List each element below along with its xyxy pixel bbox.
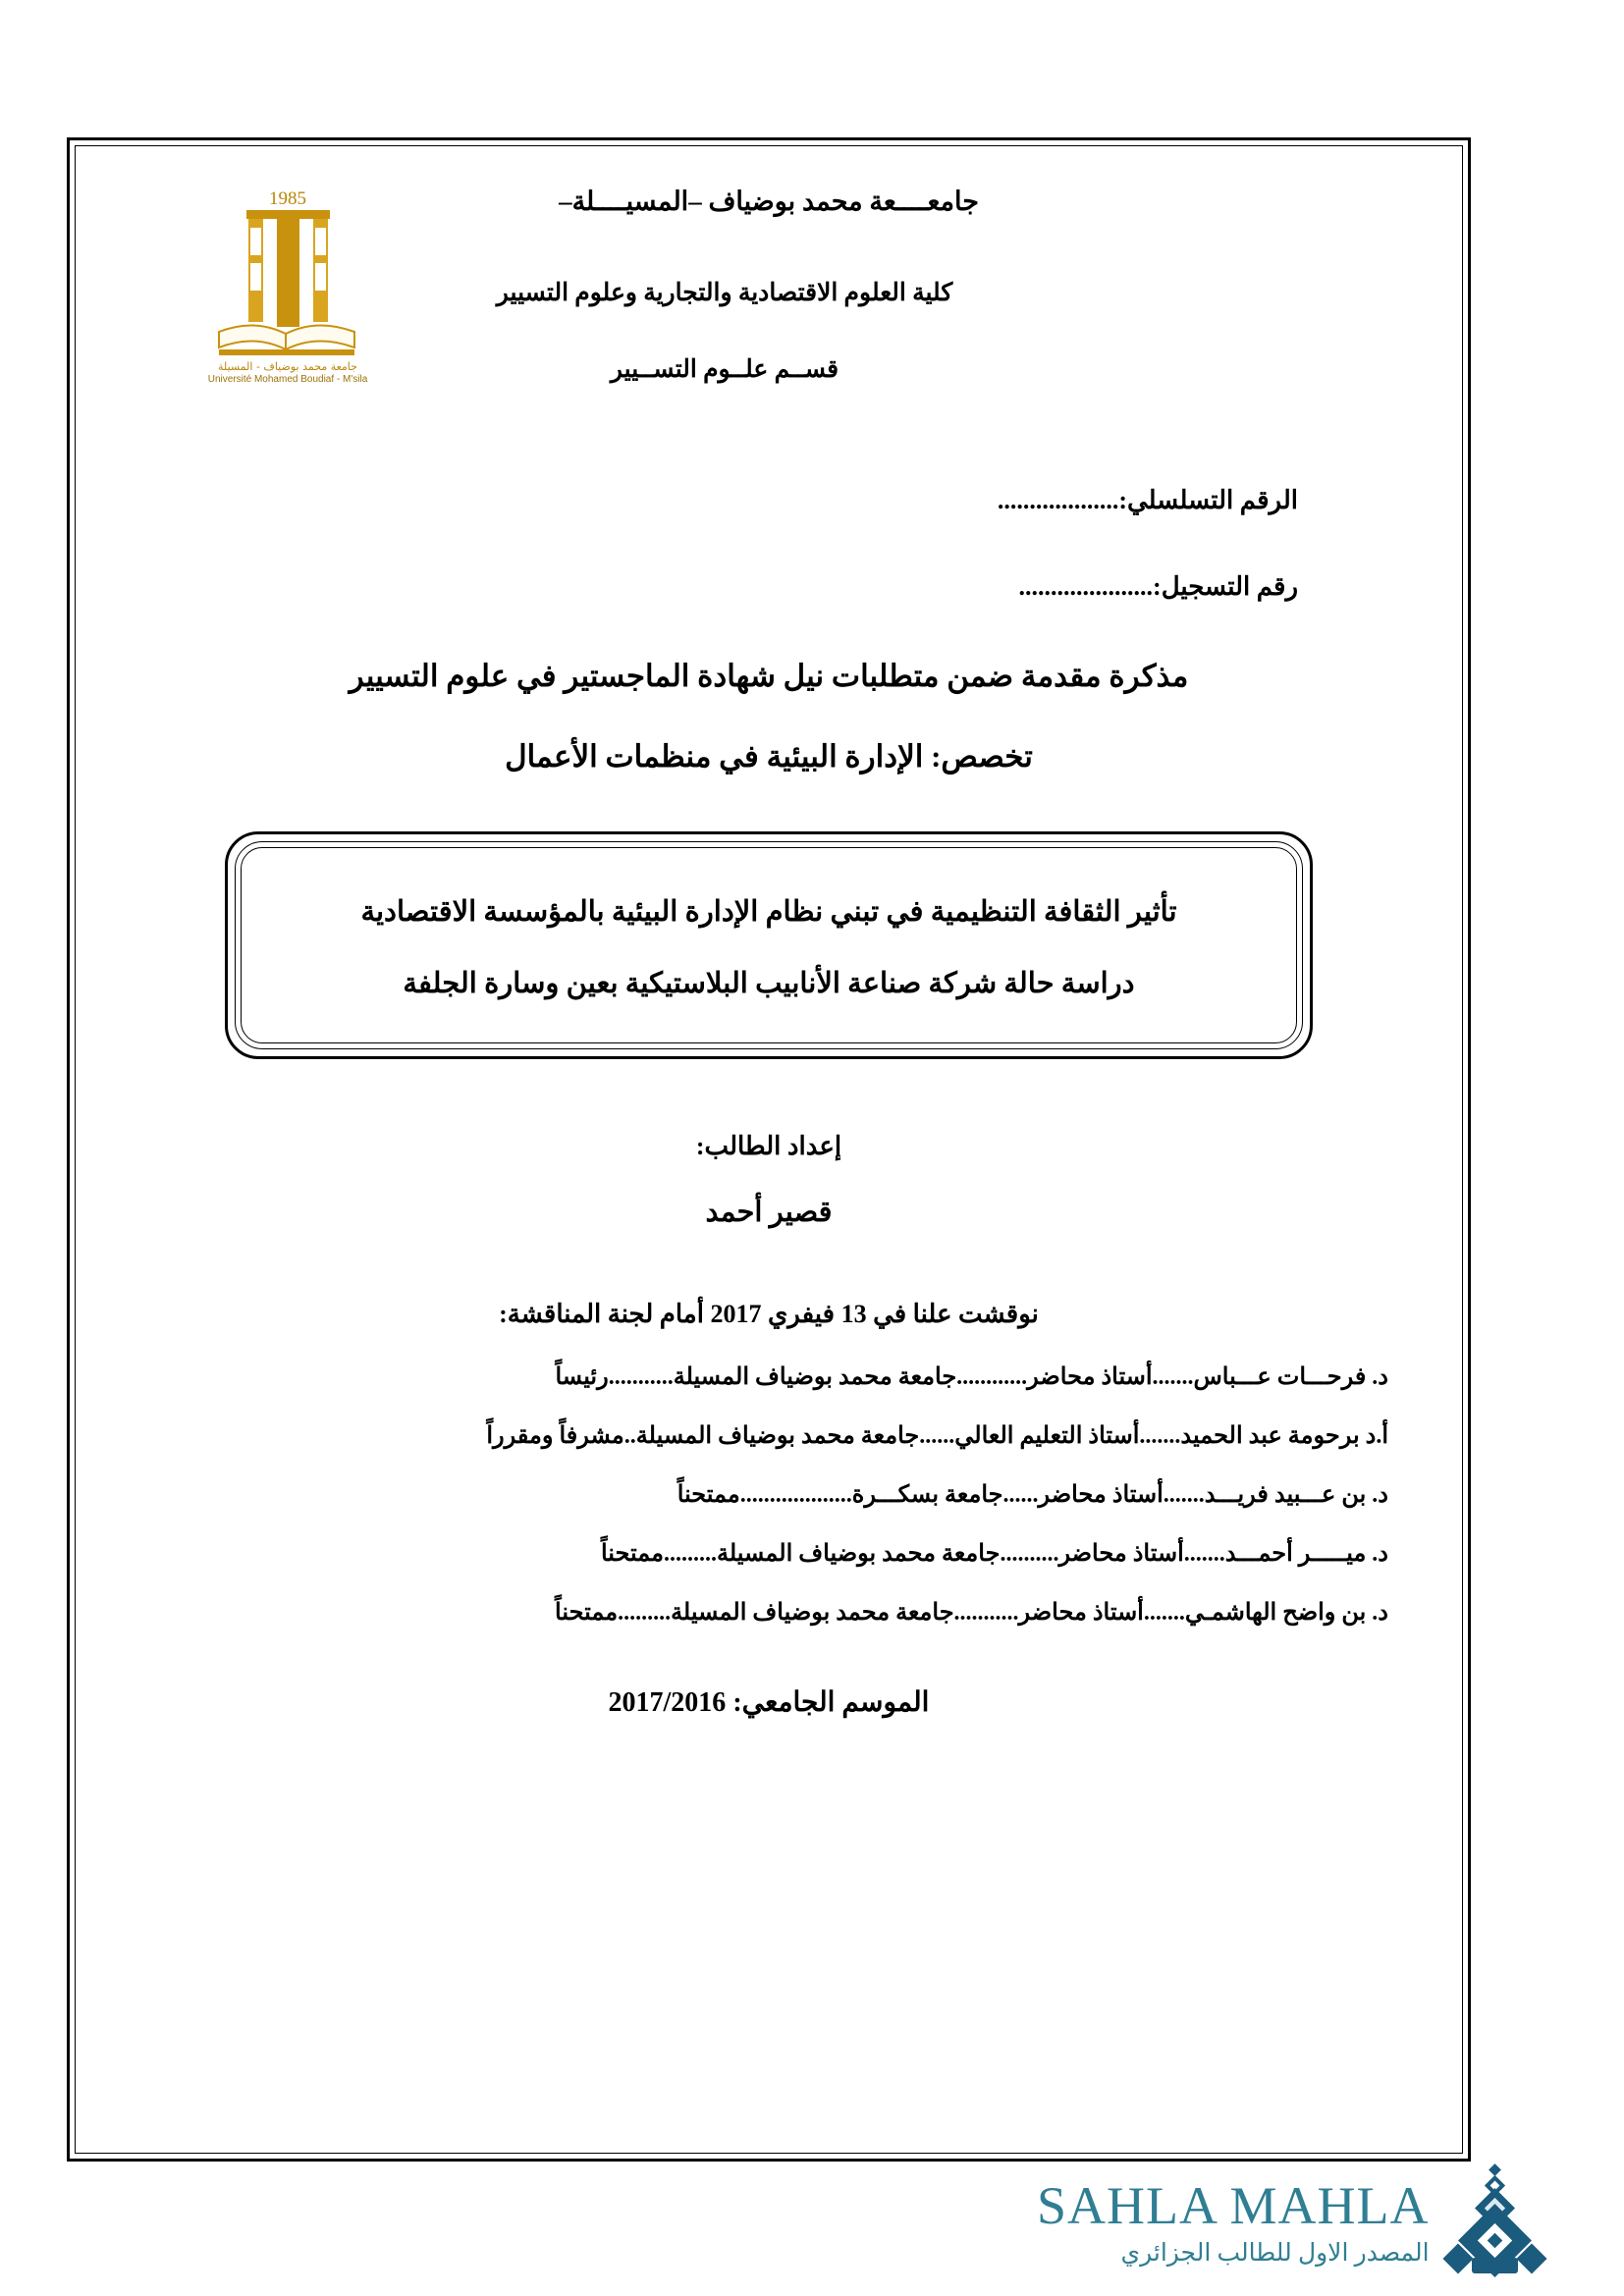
author-block xyxy=(145,1132,1392,1229)
thesis-title-box xyxy=(225,831,1313,1059)
department-name: قســم علــوم التســيير xyxy=(610,356,839,383)
cover-page-content xyxy=(86,157,1451,2142)
university-logo xyxy=(194,185,381,396)
jury-member-row: د. ميـــــر أحمـــد.......أستاذ محاضر..........جامعة محمد بوضياف المسيلة.........ممتحناً xyxy=(600,1540,1388,1567)
academic-year: الموسم الجامعي: 2017/2016 xyxy=(608,1686,930,1718)
university-logo-graphic xyxy=(197,185,379,386)
author-name: قصير أحمد xyxy=(705,1196,833,1228)
author-label: إعداد الطالب: xyxy=(695,1131,842,1160)
university-name: جامعــــعة محمد بوضياف –المسيــــلة– xyxy=(559,187,979,216)
jury-member-row: أ.د برحومة عبد الحميد.......أستاذ التعليم العالي......جامعة محمد بوضياف المسيلة..مشرفاً ومقرراً xyxy=(486,1422,1388,1449)
jury-member-row: د. فرحـــات عـــباس.......أستاذ محاضر............جامعة محمد بوضياف المسيلة...........رئيساً xyxy=(555,1363,1388,1390)
degree-line-1: مذكرة مقدمة ضمن متطلبات نيل شهادة الماجستير في علوم التسيير xyxy=(349,659,1189,693)
registration-number-field: رقم التسجيل:..................... xyxy=(1018,572,1298,601)
specialization: تخصص: الإدارة البيئية في منظمات الأعمال xyxy=(505,739,1033,774)
watermark-tagline: المصدر الاول للطالب الجزائري xyxy=(1120,2240,1430,2267)
serial-number-field: الرقم التسلسلي:................... xyxy=(997,486,1298,514)
sahla-mahla-logo-icon xyxy=(1439,2163,1549,2284)
thesis-title-main: تأثير الثقافة التنظيمية في تبني نظام الإدارة البيئية بالمؤسسة الاقتصادية xyxy=(360,896,1177,928)
degree-statement xyxy=(145,659,1392,774)
thesis-title-container xyxy=(145,831,1392,1059)
page-header xyxy=(145,179,1392,429)
jury-block xyxy=(145,1300,1392,1627)
logo-year-text: 1985 xyxy=(268,188,306,209)
logo-latin-name: Université Mohamed Boudiaf - M'sila xyxy=(207,374,367,385)
watermark-brand-name: SAHLA MAHLA xyxy=(1037,2176,1430,2235)
faculty-name: كلية العلوم الاقتصادية والتجارية وعلوم التسيير xyxy=(496,280,953,306)
logo-arabic-name: جامعة محمد بوضياف - المسيلة xyxy=(217,360,357,373)
registration-block xyxy=(145,486,1392,602)
sahla-mahla-watermark xyxy=(1031,2164,1591,2282)
jury-member-row: د. بن واضح الهاشمـي.......أستاذ محاضر...........جامعة محمد بوضياف المسيلة.........ممتحناً xyxy=(555,1599,1388,1626)
jury-member-row: د. بن عـــبيد فريـــد.......أستاذ محاضر......جامعة بسكـــرة...................ممتحناً xyxy=(677,1481,1388,1508)
watermark-text xyxy=(1031,2176,1430,2268)
thesis-title-subtitle: دراسة حالة شركة صناعة الأنابيب البلاستيكية بعين وسارة الجلفة xyxy=(403,967,1135,999)
defense-statement: نوقشت علنا في 13 فيفري 2017 أمام لجنة المناقشة: xyxy=(499,1299,1039,1328)
